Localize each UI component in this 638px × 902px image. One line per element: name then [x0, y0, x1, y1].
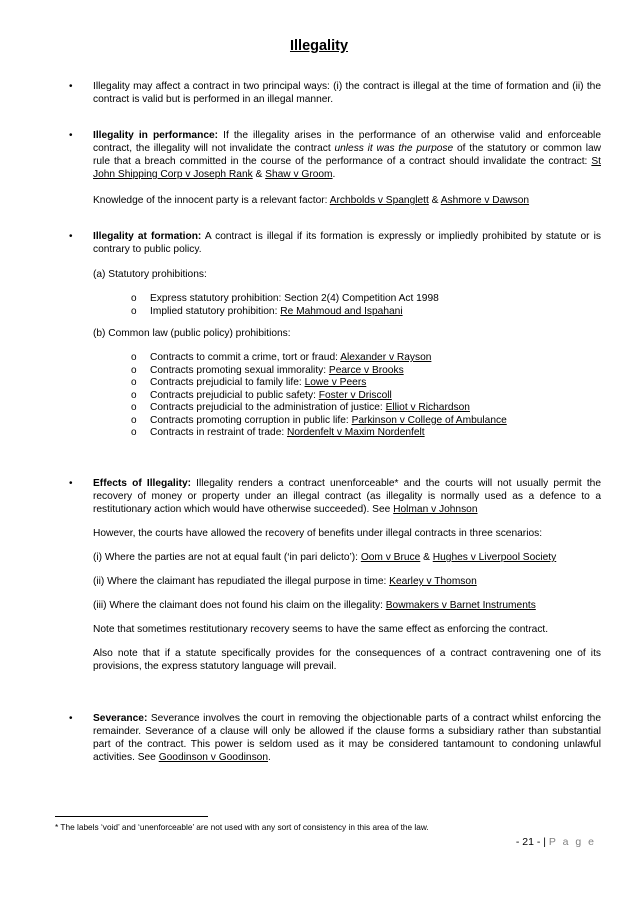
list-bullet-icon: o	[131, 293, 137, 304]
case-link[interactable]: Foster v Driscoll	[318, 389, 392, 401]
list-bullet-icon: o	[131, 389, 137, 401]
case-link[interactable]: Alexander v Rayson	[340, 352, 432, 363]
case-link[interactable]: Re Mahmoud and Ispahani	[280, 305, 403, 317]
page-word: P a g e	[548, 836, 596, 848]
case-link[interactable]: Lowe v Peers	[304, 377, 367, 388]
bullet-icon: •	[69, 231, 73, 242]
case-link[interactable]: Holman v Johnson	[393, 504, 478, 515]
bullet-illegality-performance	[69, 129, 601, 207]
list-item	[131, 364, 601, 377]
bullet-intro	[69, 80, 601, 106]
scenario-1: (i) Where the parties are not at equal fault (‘in pari delicto’): Oom v Bruce & Hughes v Liverpool Society	[93, 552, 557, 563]
bullet-effects-illegality	[69, 477, 601, 673]
scenario-3: (iii) Where the claimant does not found his claim on the illegality: Bowmakers v Barnet Instruments	[93, 600, 536, 611]
list-item-text: Contracts in restraint of trade:	[150, 427, 288, 438]
list-item-text: Express statutory prohibition: Section 2(4) Competition Act 1998	[150, 293, 439, 304]
case-link[interactable]: Shaw v Groom	[265, 169, 333, 180]
case-link[interactable]: Elliot v Richardson	[385, 402, 470, 413]
common-law-list	[131, 351, 601, 439]
bullet-icon: •	[69, 130, 73, 141]
bullet-icon: •	[69, 713, 73, 724]
list-bullet-icon: o	[131, 427, 137, 438]
case-link[interactable]: St John Shipping Corp v Joseph Rank	[93, 156, 601, 180]
footnote: * The labels ‘void’ and ‘unenforceable’ are not used with any sort of consistency in this area of the law.	[55, 822, 429, 832]
knowledge-text: Knowledge of the innocent party is a relevant factor: Archbolds v Spanglett & Ashmore v Dawson	[93, 195, 530, 206]
section-heading: Illegality at formation:	[93, 231, 202, 242]
page-number: - 21 -	[515, 836, 541, 848]
statute-note: Also note that if a statute specifically provides for the consequences of a contract contravening one of its provisions, the express statutory language will prevail.	[93, 648, 601, 672]
statutory-label: (a) Statutory prohibitions:	[93, 269, 207, 280]
list-item-text: Contracts promoting sexual immorality:	[150, 364, 329, 376]
list-item	[131, 305, 601, 318]
formation-text: Illegality at formation: A contract is illegal if its formation is expressly or impliedly prohibited by statute or is contrary to public policy.	[93, 231, 601, 255]
bullet-icon: •	[69, 81, 73, 92]
bullet-icon: •	[69, 478, 73, 489]
footer-separator: |	[540, 836, 549, 848]
list-item-text: Implied statutory prohibition:	[150, 305, 281, 317]
page-footer	[516, 836, 596, 848]
list-bullet-icon: o	[131, 402, 137, 413]
common-law-label: (b) Common law (public policy) prohibitions:	[93, 328, 291, 339]
bullet-illegality-formation	[69, 230, 601, 439]
list-item-text: Contracts prejudicial to the administration of justice:	[150, 402, 386, 413]
list-item	[131, 389, 601, 402]
list-item	[131, 414, 601, 427]
statutory-list	[131, 292, 601, 317]
footnote-divider	[55, 816, 208, 817]
case-link[interactable]: Kearley v Thomson	[389, 576, 477, 587]
scenario-2: (ii) Where the claimant has repudiated the illegal purpose in time: Kearley v Thomson	[93, 576, 477, 587]
list-bullet-icon: o	[131, 352, 137, 363]
list-item	[131, 376, 601, 389]
list-bullet-icon: o	[131, 305, 137, 317]
severance-text: Severance: Severance involves the court in removing the objectionable parts of a contract whilst enforcing the remainder. Severance of a clause will only be allowed if the clause forms a subsidiary rather than substantial part of the contract. This power is seldom used as it may be considered tantamount to condoning unlawful activities. See Goodinson v Goodinson.	[93, 713, 601, 763]
case-link[interactable]: Goodinson v Goodinson	[158, 752, 268, 763]
intro-text: Illegality may affect a contract in two principal ways: (i) the contract is illegal at the time of formation and (ii) the contract is valid but is performed in an illegal manner.	[93, 81, 601, 105]
case-link[interactable]: Bowmakers v Barnet Instruments	[385, 600, 536, 611]
case-link[interactable]: Nordenfelt v Maxim Nordenfelt	[287, 427, 425, 438]
section-heading: Effects of Illegality:	[93, 478, 192, 489]
list-item	[131, 426, 601, 439]
restitution-note: Note that sometimes restitutionary recovery seems to have the same effect as enforcing the contract.	[93, 624, 549, 635]
list-bullet-icon: o	[131, 364, 137, 376]
list-item-text: Contracts prejudicial to public safety:	[150, 389, 319, 401]
list-bullet-icon: o	[131, 414, 137, 426]
case-link[interactable]: Hughes v Liverpool Society	[432, 552, 557, 563]
list-item	[131, 292, 601, 305]
list-item-text: Contracts promoting corruption in public life:	[150, 414, 352, 426]
section-heading: Severance:	[93, 713, 148, 724]
list-item	[131, 351, 601, 364]
case-link[interactable]: Pearce v Brooks	[328, 364, 404, 376]
scenarios-intro: However, the courts have allowed the recovery of benefits under illegal contracts in three scenarios:	[93, 528, 543, 539]
bullet-severance	[69, 712, 601, 764]
page-title: Illegality	[289, 38, 349, 54]
effects-text: Effects of Illegality: Illegality renders a contract unenforceable* and the courts will not usually permit the recovery of money or property under an illegal contract (as illegality is normally used as a defence to a restitutionary action which would have otherwise succeeded). See Holman v Johnson	[93, 478, 601, 515]
list-item	[131, 401, 601, 414]
performance-text: Illegality in performance: If the illegality arises in the performance of an otherwise valid and enforceable contract, the illegality will not invalidate the contract unless it was the purpose of the statutory or common law rule that a breach committed in the course of the performance of a contract should invalidate the contract: St John Shipping Corp v Joseph Rank & Shaw v Groom.	[93, 130, 601, 180]
case-link[interactable]: Parkinson v College of Ambulance	[351, 414, 507, 426]
list-item-text: Contracts prejudicial to family life:	[150, 377, 305, 388]
list-item-text: Contracts to commit a crime, tort or fraud:	[150, 352, 341, 363]
section-heading: Illegality in performance:	[93, 130, 219, 141]
case-link[interactable]: Oom v Bruce	[360, 552, 421, 563]
case-link[interactable]: Ashmore v Dawson	[440, 195, 530, 206]
list-bullet-icon: o	[131, 377, 137, 388]
case-link[interactable]: Archbolds v Spanglett	[329, 195, 429, 206]
